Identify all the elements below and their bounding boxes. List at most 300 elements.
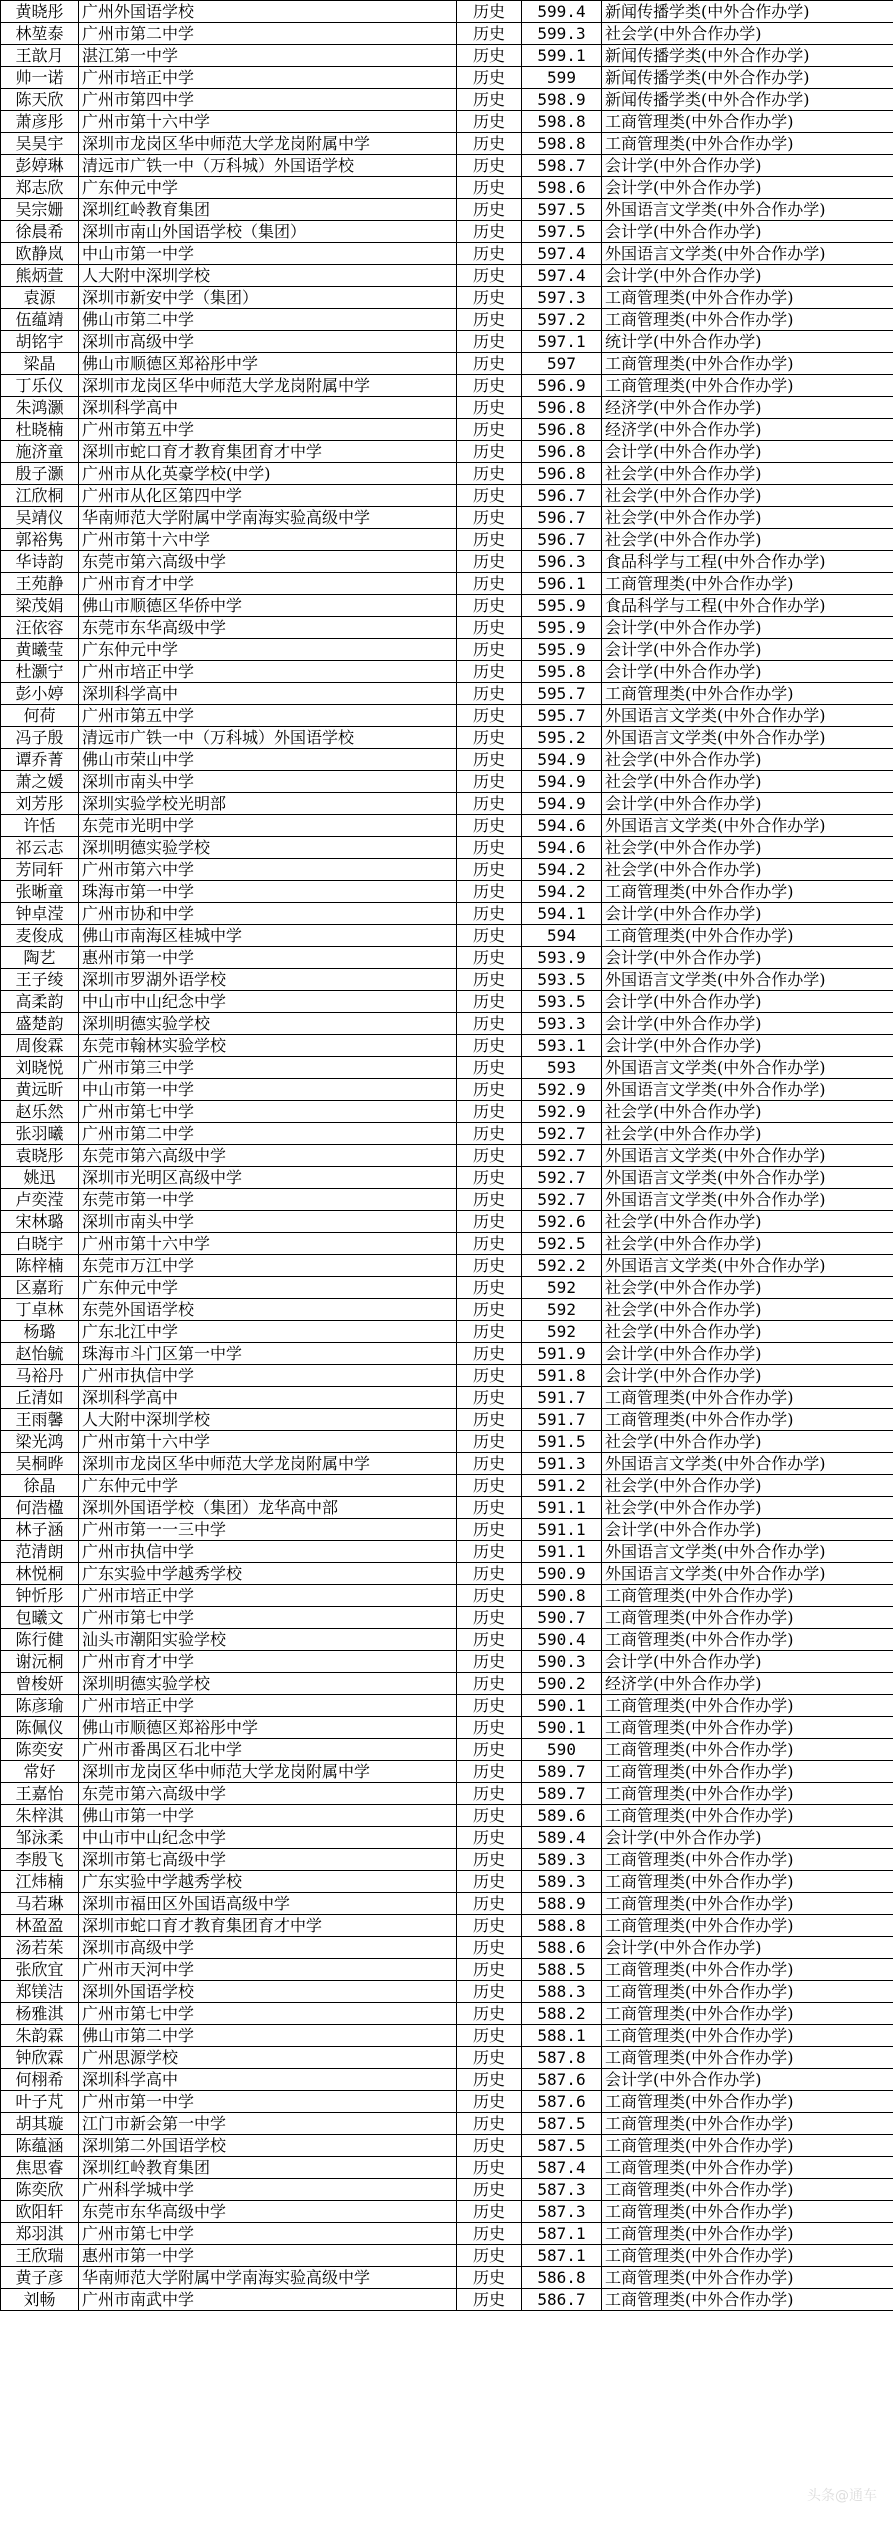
table-row xyxy=(1,221,893,243)
major-cell: 工商管理类(中外合作办学) xyxy=(602,2047,893,2069)
student-name-cell: 陈佩仪 xyxy=(1,1717,79,1739)
major-cell: 工商管理类(中外合作办学) xyxy=(602,1915,893,1937)
school-cell: 深圳明德实验学校 xyxy=(79,1013,457,1035)
subject-cell: 历史 xyxy=(457,1805,522,1827)
student-name-cell: 焦思睿 xyxy=(1,2157,79,2179)
table-row xyxy=(1,177,893,199)
subject-cell: 历史 xyxy=(457,1387,522,1409)
subject-cell: 历史 xyxy=(457,2245,522,2267)
table-row xyxy=(1,133,893,155)
subject-cell: 历史 xyxy=(457,1409,522,1431)
score-cell: 591.7 xyxy=(522,1409,602,1431)
major-cell: 工商管理类(中外合作办学) xyxy=(602,2113,893,2135)
student-name-cell: 彭婷琳 xyxy=(1,155,79,177)
major-cell: 社会学(中外合作办学) xyxy=(602,1431,893,1453)
table-row xyxy=(1,1,893,23)
subject-cell: 历史 xyxy=(457,441,522,463)
subject-cell: 历史 xyxy=(457,353,522,375)
table-row xyxy=(1,2157,893,2179)
major-cell: 外国语言文学类(中外合作办学) xyxy=(602,969,893,991)
student-name-cell: 施济童 xyxy=(1,441,79,463)
subject-cell: 历史 xyxy=(457,2003,522,2025)
score-cell: 595.2 xyxy=(522,727,602,749)
student-name-cell: 芳同轩 xyxy=(1,859,79,881)
score-cell: 589.4 xyxy=(522,1827,602,1849)
student-name-cell: 李殷飞 xyxy=(1,1849,79,1871)
table-row xyxy=(1,1849,893,1871)
table-row xyxy=(1,2267,893,2289)
table-row xyxy=(1,881,893,903)
student-name-cell: 冯子殷 xyxy=(1,727,79,749)
school-cell: 深圳科学高中 xyxy=(79,683,457,705)
table-row xyxy=(1,1805,893,1827)
student-name-cell: 周俊霖 xyxy=(1,1035,79,1057)
table-row xyxy=(1,485,893,507)
score-cell: 595.9 xyxy=(522,595,602,617)
major-cell: 工商管理类(中外合作办学) xyxy=(602,353,893,375)
school-cell: 深圳市南山外国语学校（集团） xyxy=(79,221,457,243)
student-name-cell: 朱梓淇 xyxy=(1,1805,79,1827)
student-name-cell: 萧之媛 xyxy=(1,771,79,793)
score-cell: 589.7 xyxy=(522,1761,602,1783)
major-cell: 会计学(中外合作办学) xyxy=(602,793,893,815)
student-name-cell: 刘畅 xyxy=(1,2289,79,2311)
score-cell: 589.3 xyxy=(522,1871,602,1893)
major-cell: 会计学(中外合作办学) xyxy=(602,1013,893,1035)
school-cell: 广州市第三中学 xyxy=(79,1057,457,1079)
subject-cell: 历史 xyxy=(457,1959,522,1981)
subject-cell: 历史 xyxy=(457,749,522,771)
student-name-cell: 麦俊成 xyxy=(1,925,79,947)
score-cell: 590.2 xyxy=(522,1673,602,1695)
student-name-cell: 王嘉怡 xyxy=(1,1783,79,1805)
subject-cell: 历史 xyxy=(457,1277,522,1299)
table-row xyxy=(1,2047,893,2069)
student-name-cell: 杜晓楠 xyxy=(1,419,79,441)
major-cell: 会计学(中外合作办学) xyxy=(602,441,893,463)
score-cell: 596.7 xyxy=(522,485,602,507)
school-cell: 东莞市第一中学 xyxy=(79,1189,457,1211)
score-cell: 588.8 xyxy=(522,1915,602,1937)
table-row xyxy=(1,507,893,529)
school-cell: 佛山市南海区桂城中学 xyxy=(79,925,457,947)
score-cell: 591.2 xyxy=(522,1475,602,1497)
major-cell: 外国语言文学类(中外合作办学) xyxy=(602,1541,893,1563)
table-row xyxy=(1,1915,893,1937)
student-name-cell: 钟忻彤 xyxy=(1,1585,79,1607)
school-cell: 珠海市斗门区第一中学 xyxy=(79,1343,457,1365)
school-cell: 深圳科学高中 xyxy=(79,1387,457,1409)
table-row xyxy=(1,771,893,793)
major-cell: 经济学(中外合作办学) xyxy=(602,397,893,419)
major-cell: 工商管理类(中外合作办学) xyxy=(602,1849,893,1871)
student-name-cell: 谢沅桐 xyxy=(1,1651,79,1673)
school-cell: 广州市第十六中学 xyxy=(79,1233,457,1255)
score-cell: 597.5 xyxy=(522,221,602,243)
student-name-cell: 陈梓楠 xyxy=(1,1255,79,1277)
subject-cell: 历史 xyxy=(457,1607,522,1629)
table-row xyxy=(1,2289,893,2311)
student-name-cell: 王雨馨 xyxy=(1,1409,79,1431)
student-name-cell: 林盈盈 xyxy=(1,1915,79,1937)
major-cell: 工商管理类(中外合作办学) xyxy=(602,2003,893,2025)
school-cell: 佛山市顺德区华侨中学 xyxy=(79,595,457,617)
major-cell: 工商管理类(中外合作办学) xyxy=(602,925,893,947)
school-cell: 东莞市第六高级中学 xyxy=(79,551,457,573)
major-cell: 社会学(中外合作办学) xyxy=(602,1211,893,1233)
table-body xyxy=(1,1,893,2311)
student-name-cell: 卢奕滢 xyxy=(1,1189,79,1211)
major-cell: 会计学(中外合作办学) xyxy=(602,2069,893,2091)
score-cell: 587.6 xyxy=(522,2069,602,2091)
major-cell: 工商管理类(中外合作办学) xyxy=(602,1695,893,1717)
student-name-cell: 黄曦莹 xyxy=(1,639,79,661)
school-cell: 华南师范大学附属中学南海实验高级中学 xyxy=(79,507,457,529)
school-cell: 广州市第六中学 xyxy=(79,859,457,881)
subject-cell: 历史 xyxy=(457,1145,522,1167)
score-cell: 588.3 xyxy=(522,1981,602,2003)
major-cell: 会计学(中外合作办学) xyxy=(602,947,893,969)
major-cell: 新闻传播学类(中外合作办学) xyxy=(602,1,893,23)
table-row xyxy=(1,991,893,1013)
major-cell: 会计学(中外合作办学) xyxy=(602,661,893,683)
student-name-cell: 宋林璐 xyxy=(1,1211,79,1233)
school-cell: 东莞外国语学校 xyxy=(79,1299,457,1321)
major-cell: 会计学(中外合作办学) xyxy=(602,1827,893,1849)
score-cell: 590.9 xyxy=(522,1563,602,1585)
table-row xyxy=(1,309,893,331)
table-row xyxy=(1,2025,893,2047)
school-cell: 东莞市第六高级中学 xyxy=(79,1145,457,1167)
student-name-cell: 胡其璇 xyxy=(1,2113,79,2135)
subject-cell: 历史 xyxy=(457,1431,522,1453)
score-cell: 586.7 xyxy=(522,2289,602,2311)
subject-cell: 历史 xyxy=(457,1365,522,1387)
student-name-cell: 华诗韵 xyxy=(1,551,79,573)
student-name-cell: 林子涵 xyxy=(1,1519,79,1541)
student-name-cell: 黄子彦 xyxy=(1,2267,79,2289)
score-cell: 591.1 xyxy=(522,1519,602,1541)
school-cell: 广州市第四中学 xyxy=(79,89,457,111)
school-cell: 广州市执信中学 xyxy=(79,1541,457,1563)
score-cell: 598.9 xyxy=(522,89,602,111)
subject-cell: 历史 xyxy=(457,969,522,991)
student-name-cell: 钟卓滢 xyxy=(1,903,79,925)
score-cell: 587.1 xyxy=(522,2223,602,2245)
major-cell: 会计学(中外合作办学) xyxy=(602,639,893,661)
major-cell: 工商管理类(中外合作办学) xyxy=(602,309,893,331)
school-cell: 广州市南武中学 xyxy=(79,2289,457,2311)
major-cell: 工商管理类(中外合作办学) xyxy=(602,1959,893,1981)
major-cell: 经济学(中外合作办学) xyxy=(602,1673,893,1695)
major-cell: 工商管理类(中外合作办学) xyxy=(602,133,893,155)
school-cell: 汕头市潮阳实验学校 xyxy=(79,1629,457,1651)
score-cell: 596.7 xyxy=(522,507,602,529)
school-cell: 中山市中山纪念中学 xyxy=(79,1827,457,1849)
score-cell: 597.4 xyxy=(522,265,602,287)
table-row xyxy=(1,155,893,177)
score-cell: 592.5 xyxy=(522,1233,602,1255)
major-cell: 外国语言文学类(中外合作办学) xyxy=(602,1057,893,1079)
school-cell: 东莞市光明中学 xyxy=(79,815,457,837)
student-name-cell: 包曦文 xyxy=(1,1607,79,1629)
student-name-cell: 黄远昕 xyxy=(1,1079,79,1101)
school-cell: 广州市第七中学 xyxy=(79,2223,457,2245)
subject-cell: 历史 xyxy=(457,771,522,793)
school-cell: 深圳市龙岗区华中师范大学龙岗附属中学 xyxy=(79,1761,457,1783)
major-cell: 会计学(中外合作办学) xyxy=(602,1035,893,1057)
student-name-cell: 张欣宜 xyxy=(1,1959,79,1981)
student-name-cell: 邹泳柔 xyxy=(1,1827,79,1849)
table-row xyxy=(1,2069,893,2091)
school-cell: 深圳红岭教育集团 xyxy=(79,2157,457,2179)
subject-cell: 历史 xyxy=(457,1541,522,1563)
score-cell: 596.1 xyxy=(522,573,602,595)
subject-cell: 历史 xyxy=(457,573,522,595)
subject-cell: 历史 xyxy=(457,639,522,661)
subject-cell: 历史 xyxy=(457,375,522,397)
student-name-cell: 张羽曦 xyxy=(1,1123,79,1145)
score-cell: 590.7 xyxy=(522,1607,602,1629)
score-cell: 589.6 xyxy=(522,1805,602,1827)
subject-cell: 历史 xyxy=(457,1717,522,1739)
table-row xyxy=(1,1211,893,1233)
table-row xyxy=(1,1431,893,1453)
subject-cell: 历史 xyxy=(457,89,522,111)
major-cell: 会计学(中外合作办学) xyxy=(602,617,893,639)
score-cell: 588.2 xyxy=(522,2003,602,2025)
score-cell: 598.7 xyxy=(522,155,602,177)
student-name-cell: 朱鸿灏 xyxy=(1,397,79,419)
table-row xyxy=(1,1387,893,1409)
student-name-cell: 王歆月 xyxy=(1,45,79,67)
major-cell: 工商管理类(中外合作办学) xyxy=(602,1739,893,1761)
subject-cell: 历史 xyxy=(457,2135,522,2157)
major-cell: 新闻传播学类(中外合作办学) xyxy=(602,45,893,67)
school-cell: 深圳市福田区外国语高级中学 xyxy=(79,1893,457,1915)
student-name-cell: 丁卓林 xyxy=(1,1299,79,1321)
score-cell: 594.2 xyxy=(522,859,602,881)
table-row xyxy=(1,1673,893,1695)
major-cell: 工商管理类(中外合作办学) xyxy=(602,1981,893,2003)
major-cell: 工商管理类(中外合作办学) xyxy=(602,2179,893,2201)
subject-cell: 历史 xyxy=(457,859,522,881)
school-cell: 佛山市第二中学 xyxy=(79,309,457,331)
subject-cell: 历史 xyxy=(457,199,522,221)
table-row xyxy=(1,1035,893,1057)
table-row xyxy=(1,1827,893,1849)
school-cell: 广州市育才中学 xyxy=(79,573,457,595)
major-cell: 社会学(中外合作办学) xyxy=(602,463,893,485)
table-row xyxy=(1,573,893,595)
student-name-cell: 谭乔菁 xyxy=(1,749,79,771)
subject-cell: 历史 xyxy=(457,1629,522,1651)
student-name-cell: 王苑静 xyxy=(1,573,79,595)
student-name-cell: 曾梭妍 xyxy=(1,1673,79,1695)
table-row xyxy=(1,793,893,815)
table-row xyxy=(1,1189,893,1211)
school-cell: 广州市协和中学 xyxy=(79,903,457,925)
table-row xyxy=(1,1695,893,1717)
subject-cell: 历史 xyxy=(457,1123,522,1145)
subject-cell: 历史 xyxy=(457,1673,522,1695)
subject-cell: 历史 xyxy=(457,1343,522,1365)
score-cell: 586.8 xyxy=(522,2267,602,2289)
school-cell: 广东北江中学 xyxy=(79,1321,457,1343)
score-cell: 599 xyxy=(522,67,602,89)
major-cell: 社会学(中外合作办学) xyxy=(602,507,893,529)
score-cell: 597.4 xyxy=(522,243,602,265)
student-name-cell: 欧阳轩 xyxy=(1,2201,79,2223)
school-cell: 广东仲元中学 xyxy=(79,1475,457,1497)
major-cell: 新闻传播学类(中外合作办学) xyxy=(602,89,893,111)
score-cell: 592.9 xyxy=(522,1101,602,1123)
score-cell: 594.6 xyxy=(522,837,602,859)
score-cell: 595.8 xyxy=(522,661,602,683)
major-cell: 工商管理类(中外合作办学) xyxy=(602,2025,893,2047)
score-cell: 594.6 xyxy=(522,815,602,837)
subject-cell: 历史 xyxy=(457,837,522,859)
major-cell: 工商管理类(中外合作办学) xyxy=(602,2135,893,2157)
table-row xyxy=(1,1255,893,1277)
major-cell: 外国语言文学类(中外合作办学) xyxy=(602,815,893,837)
school-cell: 珠海市第一中学 xyxy=(79,881,457,903)
school-cell: 广州市第十六中学 xyxy=(79,529,457,551)
table-row xyxy=(1,1651,893,1673)
score-cell: 594.9 xyxy=(522,771,602,793)
student-name-cell: 陈蕴涵 xyxy=(1,2135,79,2157)
score-cell: 598.6 xyxy=(522,177,602,199)
table-row xyxy=(1,1871,893,1893)
score-cell: 587.4 xyxy=(522,2157,602,2179)
table-row xyxy=(1,1497,893,1519)
major-cell: 外国语言文学类(中外合作办学) xyxy=(602,199,893,221)
school-cell: 广州市天河中学 xyxy=(79,1959,457,1981)
table-row xyxy=(1,463,893,485)
table-row xyxy=(1,1893,893,1915)
score-cell: 587.6 xyxy=(522,2091,602,2113)
school-cell: 广州市从化英豪学校(中学) xyxy=(79,463,457,485)
subject-cell: 历史 xyxy=(457,419,522,441)
score-cell: 590.1 xyxy=(522,1717,602,1739)
subject-cell: 历史 xyxy=(457,2201,522,2223)
table-row xyxy=(1,2245,893,2267)
student-name-cell: 徐晨希 xyxy=(1,221,79,243)
school-cell: 佛山市第二中学 xyxy=(79,2025,457,2047)
school-cell: 广州科学城中学 xyxy=(79,2179,457,2201)
table-row xyxy=(1,1101,893,1123)
student-name-cell: 丁乐仪 xyxy=(1,375,79,397)
school-cell: 广州市第七中学 xyxy=(79,1101,457,1123)
school-cell: 广东仲元中学 xyxy=(79,177,457,199)
table-row xyxy=(1,1959,893,1981)
table-row xyxy=(1,375,893,397)
score-cell: 588.6 xyxy=(522,1937,602,1959)
score-cell: 593 xyxy=(522,1057,602,1079)
score-cell: 587.3 xyxy=(522,2201,602,2223)
major-cell: 统计学(中外合作办学) xyxy=(602,331,893,353)
table-row xyxy=(1,243,893,265)
table-row xyxy=(1,331,893,353)
student-name-cell: 刘晓悦 xyxy=(1,1057,79,1079)
subject-cell: 历史 xyxy=(457,1057,522,1079)
student-name-cell: 伍蕴靖 xyxy=(1,309,79,331)
student-name-cell: 杨璐 xyxy=(1,1321,79,1343)
major-cell: 食品科学与工程(中外合作办学) xyxy=(602,551,893,573)
subject-cell: 历史 xyxy=(457,2091,522,2113)
subject-cell: 历史 xyxy=(457,1101,522,1123)
student-name-cell: 汪依容 xyxy=(1,617,79,639)
school-cell: 湛江第一中学 xyxy=(79,45,457,67)
subject-cell: 历史 xyxy=(457,947,522,969)
table-row xyxy=(1,1607,893,1629)
subject-cell: 历史 xyxy=(457,991,522,1013)
major-cell: 社会学(中外合作办学) xyxy=(602,1299,893,1321)
student-name-cell: 帅一诺 xyxy=(1,67,79,89)
subject-cell: 历史 xyxy=(457,1035,522,1057)
student-name-cell: 陈奕欣 xyxy=(1,2179,79,2201)
major-cell: 工商管理类(中外合作办学) xyxy=(602,2157,893,2179)
score-cell: 594.1 xyxy=(522,903,602,925)
subject-cell: 历史 xyxy=(457,1585,522,1607)
major-cell: 会计学(中外合作办学) xyxy=(602,1519,893,1541)
major-cell: 社会学(中外合作办学) xyxy=(602,1101,893,1123)
table-row xyxy=(1,727,893,749)
student-name-cell: 白晓宇 xyxy=(1,1233,79,1255)
subject-cell: 历史 xyxy=(457,45,522,67)
subject-cell: 历史 xyxy=(457,177,522,199)
subject-cell: 历史 xyxy=(457,1827,522,1849)
subject-cell: 历史 xyxy=(457,221,522,243)
student-name-cell: 刘芳彤 xyxy=(1,793,79,815)
score-cell: 590.4 xyxy=(522,1629,602,1651)
student-name-cell: 何荷 xyxy=(1,705,79,727)
school-cell: 深圳外国语学校 xyxy=(79,1981,457,2003)
table-row xyxy=(1,1519,893,1541)
student-name-cell: 彭小婷 xyxy=(1,683,79,705)
subject-cell: 历史 xyxy=(457,155,522,177)
table-row xyxy=(1,1739,893,1761)
school-cell: 广州市培正中学 xyxy=(79,1585,457,1607)
table-row xyxy=(1,2179,893,2201)
subject-cell: 历史 xyxy=(457,1299,522,1321)
major-cell: 社会学(中外合作办学) xyxy=(602,529,893,551)
major-cell: 会计学(中外合作办学) xyxy=(602,991,893,1013)
table-row xyxy=(1,837,893,859)
school-cell: 深圳市罗湖外语学校 xyxy=(79,969,457,991)
major-cell: 会计学(中外合作办学) xyxy=(602,221,893,243)
major-cell: 外国语言文学类(中外合作办学) xyxy=(602,1145,893,1167)
watermark: 头条@通车 xyxy=(807,2488,877,2504)
subject-cell: 历史 xyxy=(457,2025,522,2047)
major-cell: 工商管理类(中外合作办学) xyxy=(602,881,893,903)
subject-cell: 历史 xyxy=(457,1937,522,1959)
school-cell: 深圳市蛇口育才教育集团育才中学 xyxy=(79,441,457,463)
major-cell: 外国语言文学类(中外合作办学) xyxy=(602,1079,893,1101)
score-cell: 597 xyxy=(522,353,602,375)
score-cell: 597.3 xyxy=(522,287,602,309)
table-row xyxy=(1,1079,893,1101)
subject-cell: 历史 xyxy=(457,1255,522,1277)
student-name-cell: 郑镁洁 xyxy=(1,1981,79,2003)
major-cell: 工商管理类(中外合作办学) xyxy=(602,1387,893,1409)
school-cell: 东莞市翰林实验学校 xyxy=(79,1035,457,1057)
subject-cell: 历史 xyxy=(457,67,522,89)
subject-cell: 历史 xyxy=(457,2047,522,2069)
score-cell: 593.9 xyxy=(522,947,602,969)
table-row xyxy=(1,551,893,573)
major-cell: 工商管理类(中外合作办学) xyxy=(602,2289,893,2311)
